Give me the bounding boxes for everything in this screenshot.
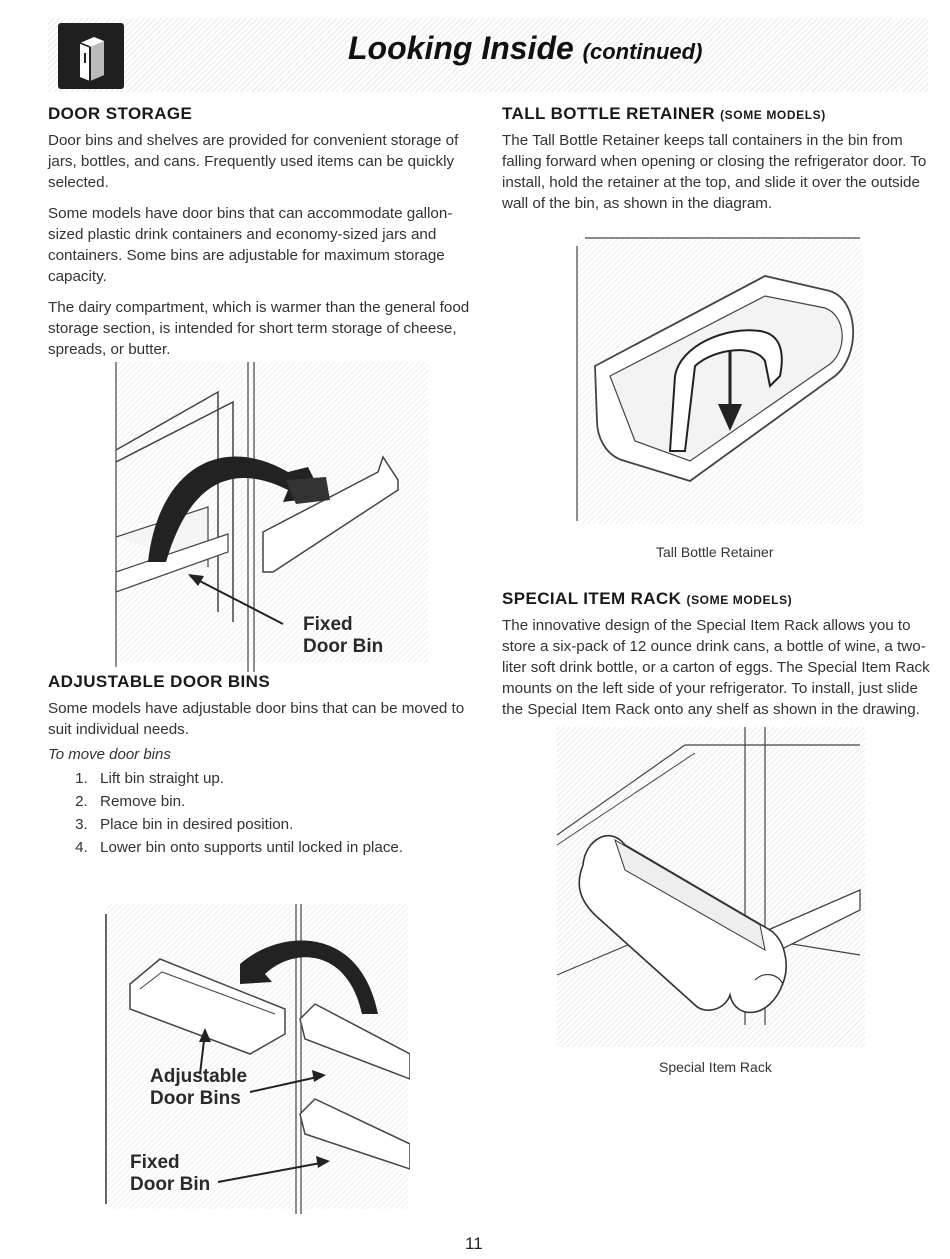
step-item: 1. Lift bin straight up. xyxy=(92,767,485,790)
special-item-rack-heading-note: (SOME MODELS) xyxy=(686,593,793,607)
door-storage-paragraph-2: Some models have door bins that can accommodate gallon-sized plastic drink containers and economy-sized jars and containers. Some bins are adjustable for maximum storage capacity. xyxy=(48,205,453,285)
adjustable-door-bins-figure xyxy=(100,904,410,1214)
fixed-door-bin-label-1: Fixed xyxy=(303,614,353,635)
tall-bottle-retainer-heading-note: (SOME MODELS) xyxy=(720,108,826,122)
special-item-rack-caption: Special Item Rack xyxy=(659,1059,772,1075)
adjustable-door-bins-heading: ADJUSTABLE DOOR BINS xyxy=(48,672,271,691)
fixed-bin-label-1: Fixed xyxy=(130,1152,180,1173)
page-number: 11 xyxy=(465,1234,483,1253)
adjustable-door-bins-section xyxy=(48,672,485,859)
tall-bottle-retainer-caption: Tall Bottle Retainer xyxy=(656,544,774,560)
tall-bottle-retainer-figure xyxy=(575,236,865,526)
tall-bottle-retainer-section xyxy=(502,104,936,224)
adjustable-bins-label-1: Adjustable xyxy=(150,1066,248,1087)
step-item: 2. Remove bin. xyxy=(92,790,485,813)
page-banner xyxy=(48,18,928,92)
refrigerator-icon xyxy=(58,23,124,89)
door-storage-paragraph-1: Door bins and shelves are provided for convenient storage of jars, bottles, and cans. Frequently used items can be quickly selected. xyxy=(48,132,459,191)
special-item-rack-heading xyxy=(502,589,936,609)
fixed-bin-label-2: Door Bin xyxy=(130,1174,211,1195)
move-door-bins-subheading: To move door bins xyxy=(48,746,171,763)
page-title-main: Looking Inside xyxy=(348,30,574,66)
adjustable-door-bins-paragraph: Some models have adjustable door bins that can be moved to suit individual needs. xyxy=(48,700,465,738)
special-item-rack-section xyxy=(502,589,936,730)
fixed-door-bin-label-2: Door Bin xyxy=(303,636,384,657)
tall-bottle-retainer-heading-text: TALL BOTTLE RETAINER xyxy=(502,104,715,123)
door-storage-section xyxy=(48,104,485,370)
step-item: 3. Place bin in desired position. xyxy=(92,813,485,836)
page-title-sub: (continued) xyxy=(582,39,703,64)
special-item-rack-paragraph: The innovative design of the Special Item Rack allows you to store a six-pack of 12 ounce drink cans, a bottle of wine, a two-liter soft drink bottle, or a carton of eggs. The Special Item Rack mounts on the left side of your refrigerator. To install, just slide the Special Item Rack onto any shelf as shown in the drawing. xyxy=(502,617,930,718)
special-item-rack-figure xyxy=(555,725,867,1050)
tall-bottle-retainer-heading xyxy=(502,104,936,124)
step-item: 4. Lower bin onto supports until locked in place. xyxy=(92,836,485,859)
door-storage-heading: DOOR STORAGE xyxy=(48,104,193,123)
adjustable-bins-label-2: Door Bins xyxy=(150,1088,241,1109)
fixed-door-bin-figure xyxy=(108,362,428,672)
special-item-rack-heading-text: SPECIAL ITEM RACK xyxy=(502,589,682,608)
move-door-bins-steps xyxy=(48,767,485,859)
door-storage-paragraph-3: The dairy compartment, which is warmer than the general food storage section, is intended for short term storage of cheese, spreads, or butter. xyxy=(48,299,470,358)
tall-bottle-retainer-paragraph: The Tall Bottle Retainer keeps tall containers in the bin from falling forward when opening or closing the refrigerator door. To install, hold the retainer at the top, and slide it over the outside wall of the bin, as shown in the diagram. xyxy=(502,132,927,212)
page-title xyxy=(348,30,702,67)
